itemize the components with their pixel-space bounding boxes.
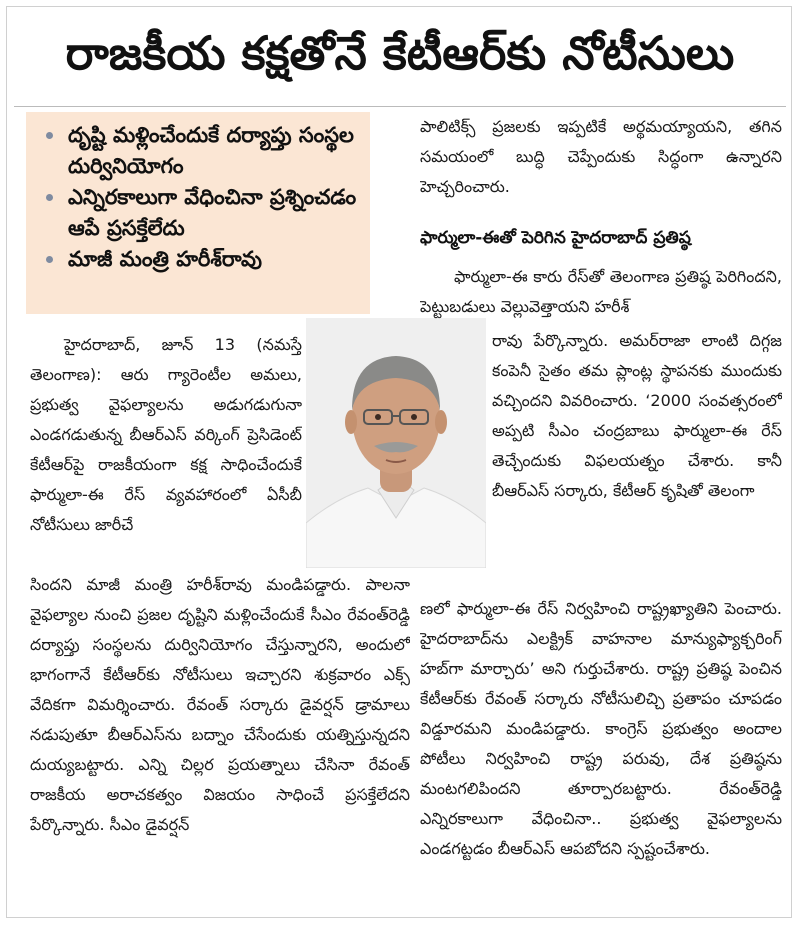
body-paragraph: ఫార్ములా-ఈ కారు రేస్‌తో తెలంగాణ ప్రతిష్ఠ పెరిగిందని, పెట్టుబడులు వెల్లువెత్తాయని హరీశ్ bbox=[420, 267, 782, 316]
highlight-text: మాజీ మంత్రి హరీశ్‌రావు bbox=[68, 247, 262, 271]
highlights-box bbox=[26, 112, 370, 314]
body-column-left-bottom bbox=[30, 570, 410, 906]
bullet-icon bbox=[46, 256, 53, 263]
body-paragraph: రావు పేర్కొన్నారు. అమర్‌రాజా లాంటి దిగ్గజ కంపెనీ సైతం తమ ప్లాంట్ల స్థాపనకు ముందుకు వచ్చిందని వివరించారు. ‘2000 సంవత్సరంలో అప్పటి సీఎం చంద్రబాబు ఫార్ములా-ఈ రేస్ తెచ్చేందుకు విఫలయత్నం చేశారు. కానీ బీఆర్‌ఎస్ సర్కారు, కేటీఆర్ కృషితో తెలంగా bbox=[492, 331, 782, 500]
portrait-image bbox=[306, 318, 486, 568]
highlights-list bbox=[42, 120, 360, 275]
body-column-left-top bbox=[30, 330, 302, 570]
body-column-right-c bbox=[420, 594, 782, 906]
body-paragraph: ణలో ఫార్ములా-ఈ రేస్ నిర్వహించి రాష్ట్రఖ్యాతిని పెంచారు. హైదరాబాద్‌ను ఎలక్ట్రిక్ వాహనాల మాన్యుఫ్యాక్చరింగ్ హబ్‌గా మార్చారు’ అని గుర్తుచేశారు. రాష్ట్ర ప్రతిష్ఠ పెంచిన కేటీఆర్‌కు రేవంత్ సర్కారు నోటీసులిచ్చి ప్రతాపం చూపడం విడ్డూరమని మండిపడ్డారు. కాంగ్రెస్ ప్రభుత్వం అందాల పోటీలు నిర్వహించి రాష్ట్ర పరువు, దేశ ప్రతిష్ఠను మంటగలిపిందని తూర్పారబట్టారు. రేవంత్‌రెడ్డి ఎన్నిరకాలుగా వేధించినా.. ప్రభుత్వ వైఫల్యాలను ఎండగట్టడం బీఆర్‌ఎస్ ఆపబోదని స్పష్టంచేశారు. bbox=[420, 599, 782, 858]
highlight-text: దృష్టి మళ్లించేందుకే దర్యాప్తు సంస్థల దుర్వినియోగం bbox=[68, 123, 354, 178]
highlight-text: ఎన్నిరకాలుగా వేధించినా ప్రశ్నించడం ఆపే ప్రసక్తేలేదు bbox=[68, 185, 357, 240]
headline: రాజకీయ కక్షతోనే కేటీఆర్‌కు నోటీసులు bbox=[65, 26, 735, 80]
bullet-icon bbox=[46, 194, 53, 201]
headline-divider bbox=[14, 106, 786, 107]
body-column-right-top bbox=[420, 112, 782, 202]
body-paragraph: సిందని మాజీ మంత్రి హరీశ్‌రావు మండిపడ్డారు. పాలనా వైఫల్యాల నుంచి ప్రజల దృష్టిని మళ్లించేందుకే సీఎం రేవంత్‌రెడ్డి దర్యాప్తు సంస్థలను దుర్వినియోగం చేస్తున్నారని, అందులో భాగంగానే కేటీఆర్‌కు నోటీసులు ఇచ్చారని శుక్రవారం ఎక్స్ వేదికగా విమర్శించారు. రేవంత్ సర్కారు డైవర్షన్ డ్రామాలు నడుపుతూ బీఆర్‌ఎస్‌ను బద్నాం చేసేందుకు యత్నిస్తున్నదని దుయ్యబట్టారు. ఎన్ని చిల్లర ప్రయత్నాలు చేసినా రేవంత్ రాజకీయ అరాచకత్వం విజయం సాధించే ప్రసక్తేలేదని పేర్కొన్నారు. సీఎం డైవర్షన్ bbox=[30, 575, 410, 834]
highlight-item bbox=[42, 120, 360, 182]
subheading: ఫార్ములా-ఈతో పెరిగిన హైదరాబాద్ ప్రతిష్ఠ bbox=[420, 228, 691, 248]
highlight-item bbox=[42, 182, 360, 244]
highlight-item bbox=[42, 244, 360, 275]
body-paragraph: పాలిటిక్స్ ప్రజలకు ఇప్పటికే అర్థమయ్యాయని, తగిన సమయంలో బుద్ధి చెప్పేందుకు సిద్ధంగా ఉన్నారని హెచ్చరించారు. bbox=[420, 117, 782, 196]
bullet-icon bbox=[46, 132, 53, 139]
body-paragraph: హైదరాబాద్, జూన్ 13 (నమస్తే తెలంగాణ): ఆరు గ్యారెంటీల అమలు, ప్రభుత్వ వైఫల్యాలను అడుగడుగునా ఎండగడుతున్న బీఆర్‌ఎస్ వర్కింగ్ ప్రెసిడెంట్ కేటీఆర్‌పై రాజకీయంగా కక్ష సాధించేందుకే ఫార్ములా-ఈ రేస్ వ్యవహారంలో ఏసీబీ నోటీసులు జారీచే bbox=[30, 335, 302, 534]
portrait-photo bbox=[306, 318, 486, 568]
body-column-right-a bbox=[420, 262, 782, 324]
body-column-right-b bbox=[492, 326, 782, 594]
